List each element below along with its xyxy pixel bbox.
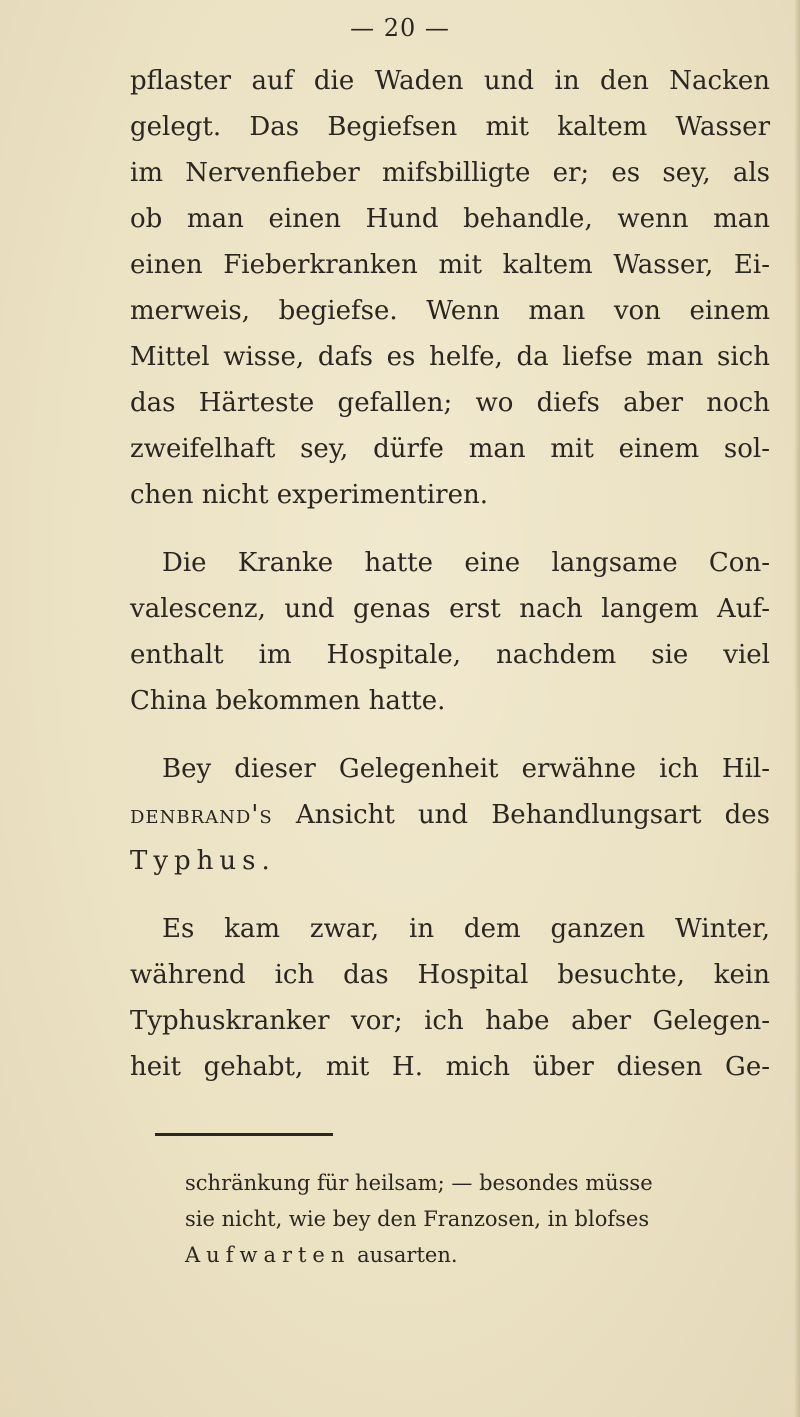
author-name: denbrand's [130,800,273,830]
footnote-rule [155,1133,333,1136]
text-line: enthalt im Hospitale, nachdem sie viel [130,640,770,670]
text-line: Bey dieser Gelegenheit erwähne ich Hil- [162,754,770,784]
text-line: pflaster auf die Waden und in den Nacken [130,66,770,96]
page-edge-shadow [794,0,800,1417]
text-line: gelegt. Das Begiefsen mit kaltem Wasser [130,112,770,142]
text-line: Es kam zwar, in dem ganzen Winter, [162,914,770,944]
text-line: heit gehabt, mit H. mich über diesen Ge- [130,1052,770,1082]
text-line: Mittel wisse, dafs es helfe, da liefse man sich [130,342,770,372]
text-line: Typhus. [130,846,276,876]
page-number: — 20 — [350,14,450,42]
text-line: das Härteste gefallen; wo diefs aber noch [130,388,770,418]
text-line: Die Kranke hatte eine langsame Con- [162,548,770,578]
text-fragment: ausarten. [350,1243,458,1267]
main-text [130,58,770,1090]
text-line: Typhuskranker vor; ich habe aber Gelegen- [130,1006,770,1036]
text-line: zweifelhaft sey, dürfe man mit einem sol- [130,434,770,464]
footnote-line [185,1237,765,1273]
text-line: China bekommen hatte. [130,686,446,716]
text-line: merweis, begiefse. Wenn man von einem [130,296,770,326]
footnote [185,1165,765,1273]
text-line: chen nicht experimentiren. [130,480,488,510]
text-line: valescenz, und genas erst nach langem Auf- [130,594,770,624]
text-line: einen Fieberkranken mit kaltem Wasser, Ei- [130,250,770,280]
text-line: ob man einen Hund behandle, wenn man [130,204,770,234]
text-line: während ich das Hospital besuchte, kein [130,960,770,990]
footnote-line: schränkung für heilsam; — besondes müsse [185,1171,653,1195]
text-fragment: Ansicht und Behandlungsart des [272,800,770,830]
paragraph-gap [130,518,770,540]
paragraph-gap [130,884,770,906]
footnote-line: sie nicht, wie bey den Franzosen, in blofses [185,1207,650,1231]
emphasized-word: Aufwarten [185,1243,351,1267]
text-line [130,792,770,838]
paragraph-gap [130,724,770,746]
text-line: im Nervenfieber mifsbilligte er; es sey, als [130,158,770,188]
